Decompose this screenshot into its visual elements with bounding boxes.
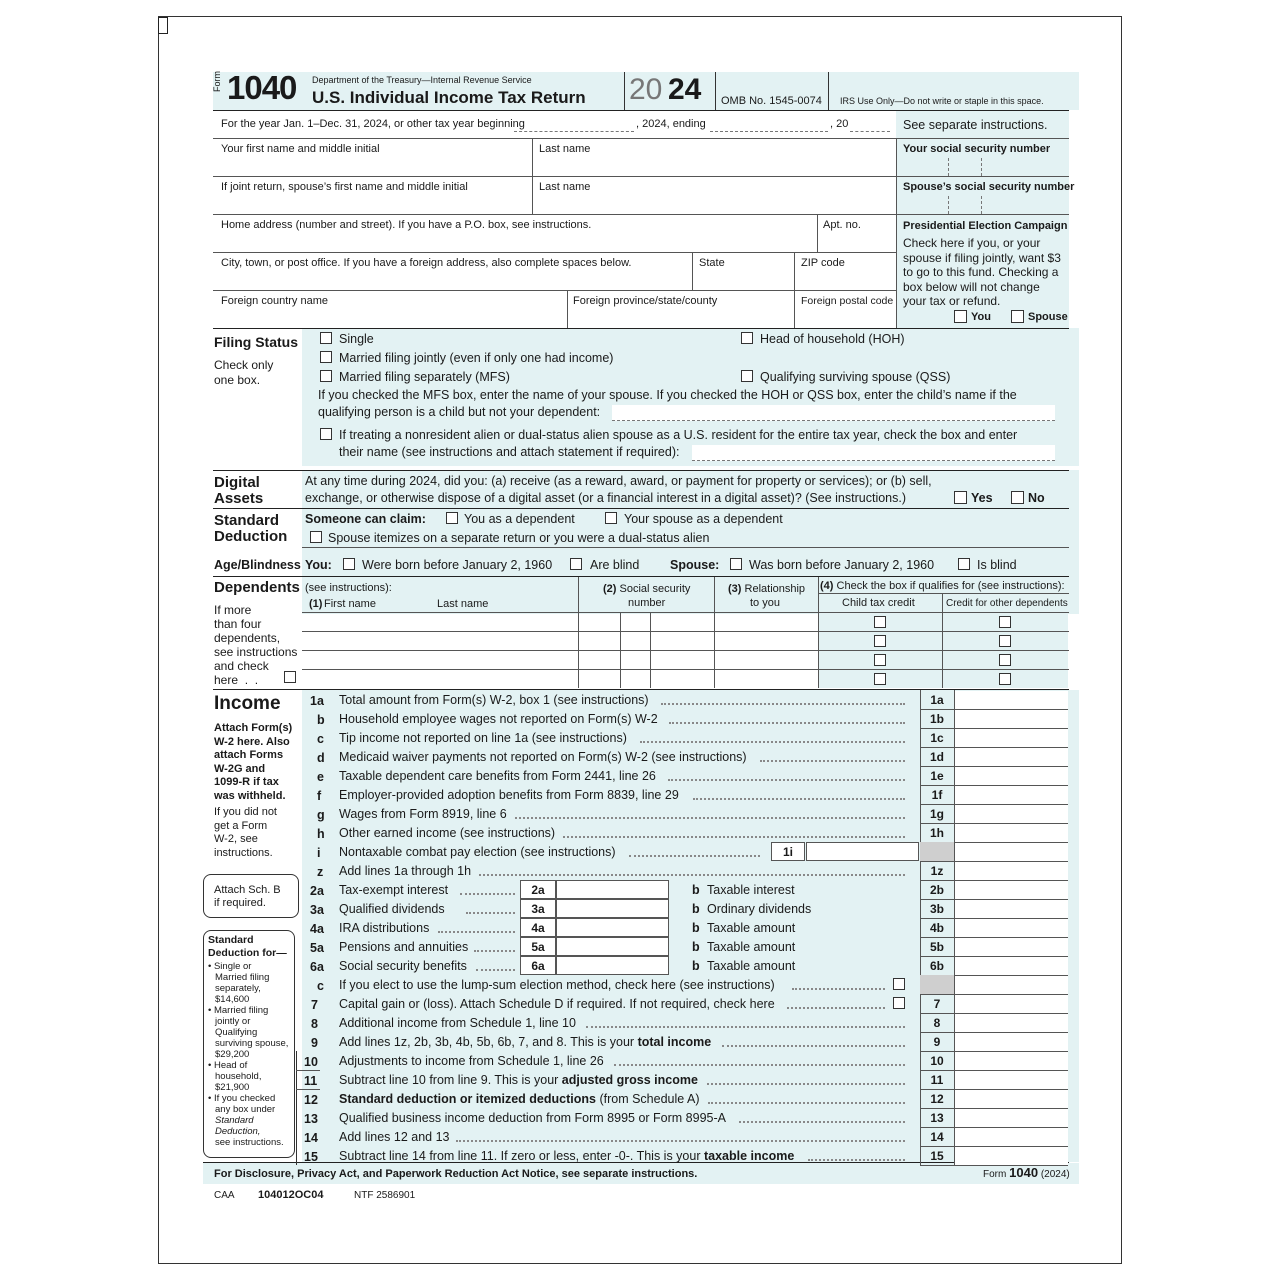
footer-ntf: NTF 2586901 (354, 1190, 416, 1201)
line-1d-box-label: 1d (929, 750, 944, 764)
dep-col3: (3) Relationship (728, 583, 806, 595)
digital-assets-no-checkbox[interactable] (1011, 491, 1024, 504)
line-14-amount-field[interactable] (955, 1128, 1068, 1146)
mfj-label: Married filing jointly (even if only one had income) (339, 351, 614, 365)
hoh-label: Head of household (HOH) (760, 332, 905, 346)
line-leader (515, 817, 905, 819)
dep1-odc-checkbox[interactable] (999, 616, 1011, 628)
dependents-side-note: If more than four dependents, see instructions and check here . . (214, 603, 298, 687)
dep2-odc-checkbox[interactable] (999, 635, 1011, 647)
line-3b-amount-field[interactable] (955, 900, 1068, 918)
line-6c-checkbox[interactable] (893, 978, 905, 990)
line-1b-text: Household employee wages not reported on Form(s) W-2 (339, 712, 658, 726)
std-deduction-title-1: Standard (214, 512, 280, 529)
line-7-box-label: 7 (933, 997, 941, 1011)
line-leader (479, 874, 905, 876)
footer-caa: CAA (214, 1190, 235, 1201)
line-7-text: Capital gain or (loss). Attach Schedule D if required. If not required, check here (339, 997, 775, 1011)
std-ded-box-items: • Single or Married filing separately, $14,600 • Married filing jointly or Qualifying surviving spouse, $29,200 • Head of household, $21,900 • If you checked any box under Standard Deduction, see instructions. (208, 961, 289, 1148)
line-1i-text: Nontaxable combat pay election (see instructions) (339, 845, 616, 859)
form-number: 1040 (227, 69, 297, 106)
line-1e-amount-field[interactable] (955, 767, 1068, 785)
line-1f-text: Employer-provided adoption benefits from Form 8839, line 29 (339, 788, 679, 802)
spouse-first-name-label: If joint return, spouse’s first name and middle initial (221, 181, 468, 193)
filing-status-title: Filing Status (214, 334, 298, 350)
line-13-text: Qualified business income deduction from Form 8995 or Form 8995-A (339, 1111, 726, 1125)
line-leader (476, 969, 515, 971)
spouse-child-name-field[interactable] (612, 405, 1055, 421)
line-10-number: 10 (304, 1055, 318, 1069)
line-leader (563, 836, 905, 838)
line-leader (760, 760, 905, 762)
spouse-last-name-label: Last name (539, 181, 591, 193)
spouse-blind-label: Is blind (977, 558, 1017, 572)
line-4a-number: 4a (310, 922, 324, 936)
line-2b-box-label: 2b (929, 883, 944, 897)
line-8-number: 8 (311, 1017, 318, 1031)
line-1c-amount-field[interactable] (955, 729, 1068, 747)
line-1c-number: c (317, 732, 324, 746)
line-1b-box-label: 1b (929, 712, 944, 726)
line-5a-number: 5a (310, 941, 324, 955)
you-dependent-label: You as a dependent (464, 512, 575, 526)
line-leader (456, 1140, 905, 1142)
digital-assets-q1: At any time during 2024, did you: (a) receive (as a reward, award, or payment for property or services); or (b) sell, (305, 474, 932, 488)
irs-use-only: IRS Use Only—Do not write or staple in this space. (840, 96, 1044, 106)
line-3b-box-label: 3b (929, 902, 944, 916)
dep-col1: First name (324, 598, 376, 610)
spouse-born-label: Was born before January 2, 1960 (749, 558, 935, 572)
tax-year-label: For the year Jan. 1–Dec. 31, 2024, or other tax year beginning (221, 118, 525, 130)
line-8-text: Additional income from Schedule 1, line 10 (339, 1016, 576, 1030)
you-dependent-checkbox[interactable] (446, 512, 458, 524)
line-leader (707, 1083, 905, 1085)
line-1a-number: 1a (310, 694, 324, 708)
attach-w2-note: Attach Form(s) W-2 here. Also attach Forms W-2G and 1099-R if tax was withheld. (214, 722, 293, 802)
line-5a-b-text: Taxable amount (707, 940, 796, 954)
line-1f-amount-field[interactable] (955, 786, 1068, 804)
spouse-born-checkbox[interactable] (730, 558, 742, 570)
line-1z-number: z (317, 865, 324, 879)
dep-col1-num: (1) (309, 598, 323, 610)
line-2a-number: 2a (310, 884, 324, 898)
line-6b-amount-field[interactable] (955, 957, 1068, 975)
home-address-label: Home address (number and street). If you have a P.O. box, see instructions. (221, 219, 592, 231)
line-3a-b-text: Ordinary dividends (707, 902, 812, 916)
std-deduction-title-2: Deduction (214, 528, 288, 545)
line-1i-box-label: 1i (782, 845, 793, 859)
line-6a-box-label: 6a (531, 959, 545, 973)
tax-year-20: , 20 (830, 118, 849, 130)
line-1z-amount-field[interactable] (955, 862, 1068, 880)
line-1b-amount-field[interactable] (955, 710, 1068, 728)
line-leader (640, 741, 905, 743)
dep3-ctc-checkbox[interactable] (874, 654, 886, 666)
line-12-box-label: 12 (930, 1092, 944, 1106)
line-1g-text: Wages from Form 8919, line 6 (339, 807, 507, 821)
mfs-label: Married filing separately (MFS) (339, 370, 510, 384)
nra-text-2: their name (see instructions and attach statement if required): (339, 445, 680, 459)
line-11-text: Subtract line 10 from line 9. This is your adjusted gross income (339, 1073, 698, 1087)
you-blind-checkbox[interactable] (570, 558, 582, 570)
line-7-amount-field[interactable] (955, 995, 1068, 1013)
dep3-odc-checkbox[interactable] (999, 654, 1011, 666)
digital-assets-yes-checkbox[interactable] (954, 491, 967, 504)
line-leader (739, 1121, 905, 1123)
nra-text-1: If treating a nonresident alien or dual-status alien spouse as a U.S. resident for the entire tax year, check the box and enter (339, 428, 1018, 442)
dependents-title: Dependents (214, 579, 300, 596)
line-12-amount-field[interactable] (955, 1090, 1068, 1108)
spouse-itemizes-label: Spouse itemizes on a separate return or you were a dual-status alien (328, 531, 710, 545)
someone-can-claim: Someone can claim: (305, 512, 426, 526)
line-6c-amount-field[interactable] (955, 976, 1068, 994)
dependents-see: (see instructions): (305, 582, 392, 594)
line-1z-text: Add lines 1a through 1h (339, 864, 472, 878)
line-4a-text: IRA distributions (339, 921, 430, 935)
pec-title: Presidential Election Campaign (903, 220, 1068, 232)
qss-label: Qualifying surviving spouse (QSS) (760, 370, 951, 384)
line-1g-box-label: 1g (929, 807, 944, 821)
line-1a-amount-field[interactable] (955, 691, 1068, 709)
line-14-text: Add lines 12 and 13 (339, 1130, 450, 1144)
spouse-dependent-label: Your spouse as a dependent (624, 512, 783, 526)
line-1d-amount-field[interactable] (955, 748, 1068, 766)
line-4b-amount-field[interactable] (955, 919, 1068, 937)
line-leader (708, 1102, 905, 1104)
footer-notice: For Disclosure, Privacy Act, and Paperwork Reduction Act Notice, see separate instructions. (214, 1168, 698, 1180)
line-5a-b-letter: b (692, 940, 700, 954)
line-1h-number: h (317, 827, 325, 841)
dep-col4b: Credit for other dependents (946, 598, 1068, 609)
line-6a-text: Social security benefits (339, 959, 467, 973)
line-6a-b-text: Taxable amount (707, 959, 796, 973)
line-1e-text: Taxable dependent care benefits from Form 2441, line 26 (339, 769, 656, 783)
line-9-text: Add lines 1z, 2b, 3b, 4b, 5b, 6b, 7, and 8. This is your total income (339, 1035, 712, 1049)
mfs-checkbox[interactable] (320, 370, 332, 382)
line-1h-box-label: 1h (929, 826, 944, 840)
line-leader (614, 1064, 905, 1066)
line-15-text: Subtract line 14 from line 11. If zero or less, enter -0-. This is your taxable income (339, 1149, 795, 1163)
spouse-itemizes-checkbox[interactable] (310, 531, 322, 543)
year-light: 20 (629, 73, 663, 106)
digital-assets-yes: Yes (971, 491, 993, 505)
see-separate-instructions: See separate instructions. (903, 118, 1048, 132)
dep-col2-line2: number (628, 597, 666, 609)
dep4-odc-checkbox[interactable] (999, 673, 1011, 685)
line-1d-number: d (317, 751, 325, 765)
line-6a-b-letter: b (692, 959, 700, 973)
line-14-box-label: 14 (930, 1130, 944, 1144)
foreign-province-label: Foreign province/state/county (573, 295, 718, 307)
footer-code: 104012OC04 (258, 1189, 324, 1201)
line-leader (586, 1026, 905, 1028)
line-1c-box-label: 1c (930, 731, 944, 745)
single-label: Single (339, 332, 374, 346)
line-leader (661, 703, 905, 705)
line-leader (792, 988, 885, 990)
line-5a-box-label: 5a (531, 940, 545, 954)
line-4a-box-label: 4a (531, 921, 545, 935)
line-6b-box-label: 6b (929, 959, 944, 973)
line-8-box-label: 8 (933, 1016, 941, 1030)
spouse-blind-checkbox[interactable] (958, 558, 970, 570)
mfj-checkbox[interactable] (320, 351, 332, 363)
digital-assets-title-1: Digital (214, 474, 260, 491)
line-5a-text: Pensions and annuities (339, 940, 469, 954)
year-bold: 24 (668, 73, 702, 106)
single-checkbox[interactable] (320, 332, 332, 344)
line-5a-amount-field[interactable] (556, 937, 669, 956)
line-1e-number: e (317, 770, 324, 784)
tax-year-end-field[interactable] (710, 131, 828, 132)
no-w2-note: If you did not get a Form W-2, see instructions. (214, 806, 277, 859)
mfs-note-1: If you checked the MFS box, enter the name of your spouse. If you checked the HOH or QSS box, enter the child’s name if the (318, 388, 1017, 402)
income-title: Income (214, 693, 281, 714)
corner-mark (158, 17, 168, 34)
line-11-box-label: 11 (930, 1073, 944, 1087)
line-2a-box-label: 2a (531, 883, 545, 897)
line-4a-amount-field[interactable] (556, 918, 669, 937)
line-3a-box-label: 3a (531, 902, 545, 916)
footer-form: Form 1040 (2024) (983, 1165, 1070, 1180)
line-1e-box-label: 1e (930, 769, 944, 783)
line-leader (474, 950, 515, 952)
dep1-ctc-checkbox[interactable] (874, 616, 886, 628)
more-dependents-checkbox[interactable] (284, 671, 296, 683)
line-2a-b-text: Taxable interest (707, 883, 795, 897)
line-1c-text: Tip income not reported on line 1a (see instructions) (339, 731, 627, 745)
line-3a-amount-field[interactable] (556, 899, 669, 918)
state-label: State (699, 257, 725, 269)
you-born-label: Were born before January 2, 1960 (362, 558, 553, 572)
line-leader (668, 779, 905, 781)
dep-col4a: Child tax credit (842, 597, 915, 609)
line-6a-number: 6a (310, 960, 324, 974)
foreign-country-label: Foreign country name (221, 295, 328, 307)
mfs-note-2: qualifying person is a child but not your dependent: (318, 405, 601, 419)
digital-assets-title-2: Assets (214, 490, 264, 507)
city-label: City, town, or post office. If you have a foreign address, also complete spaces below. (221, 257, 632, 269)
line-1i-number: i (317, 846, 321, 860)
line-15-number: 15 (304, 1150, 318, 1164)
line-leader (629, 855, 760, 857)
pec-spouse-checkbox[interactable] (1011, 310, 1024, 323)
line-14-number: 14 (304, 1131, 318, 1145)
line-1i-amount-field[interactable] (955, 843, 1068, 861)
dep2-ctc-checkbox[interactable] (874, 635, 886, 647)
zip-label: ZIP code (801, 257, 845, 269)
apt-label: Apt. no. (823, 219, 861, 231)
line-leader (466, 912, 515, 914)
line-1a-box-label: 1a (930, 693, 944, 707)
line-10-box-label: 10 (930, 1054, 944, 1068)
line-11-number: 11 (304, 1074, 318, 1088)
line-13-box-label: 13 (930, 1111, 944, 1125)
dep-col4: (4) Check the box if qualifies for (see instructions): (820, 580, 1065, 592)
pec-spouse-label: Spouse (1028, 311, 1068, 323)
line-9-box-label: 9 (933, 1035, 941, 1049)
you-blind-label: Are blind (590, 558, 640, 572)
line-5b-amount-field[interactable] (955, 938, 1068, 956)
line-leader (722, 1045, 905, 1047)
line-11-amount-field[interactable] (955, 1071, 1068, 1089)
line-2a-amount-field[interactable] (556, 880, 669, 899)
dep4-ctc-checkbox[interactable] (874, 673, 886, 685)
line-4a-b-letter: b (692, 921, 700, 935)
age-you-label: You: (305, 558, 332, 572)
line-13-number: 13 (304, 1112, 318, 1126)
line-3a-number: 3a (310, 903, 324, 917)
nra-name-field[interactable] (692, 445, 1055, 461)
line-3a-b-letter: b (692, 902, 700, 916)
spouse-dependent-checkbox[interactable] (605, 512, 617, 524)
line-5b-box-label: 5b (929, 940, 944, 954)
line-6a-amount-field[interactable] (556, 956, 669, 975)
line-1h-text: Other earned income (see instructions) (339, 826, 556, 840)
line-1h-amount-field[interactable] (955, 824, 1068, 842)
form-title: U.S. Individual Income Tax Return (312, 88, 586, 107)
line-10-text: Adjustments to income from Schedule 1, line 26 (339, 1054, 604, 1068)
digital-assets-q2: exchange, or otherwise dispose of a digital asset (or a financial interest in a digital asset)? (See instructions.) (305, 491, 907, 505)
std-ded-box-title: Standard Deduction for— (208, 934, 287, 959)
pec-you-label: You (971, 311, 991, 323)
line-12-text: Standard deduction or itemized deductions (from Schedule A) (339, 1092, 700, 1106)
line-leader (460, 893, 515, 895)
age-blindness-title: Age/Blindness (214, 558, 301, 572)
line-4a-b-text: Taxable amount (707, 921, 796, 935)
line-13-amount-field[interactable] (955, 1109, 1068, 1127)
line-15-amount-field[interactable] (955, 1147, 1068, 1165)
line-1f-box-label: 1f (931, 788, 943, 802)
spouse-ssn-label: Spouse’s social security number (903, 181, 1075, 193)
attach-sch-b-text: Attach Sch. B if required. (214, 884, 281, 909)
line-15-box-label: 15 (930, 1149, 944, 1163)
age-spouse-label: Spouse: (670, 558, 720, 572)
pec-you-checkbox[interactable] (954, 310, 967, 323)
foreign-postal-label: Foreign postal code (801, 295, 894, 307)
digital-assets-no: No (1028, 491, 1045, 505)
you-born-checkbox[interactable] (343, 558, 355, 570)
line-1b-number: b (317, 713, 325, 727)
line-6c-text: If you elect to use the lump-sum election method, check here (see instructions) (339, 978, 775, 992)
first-name-label: Your first name and middle initial (221, 143, 380, 155)
dep-col1b: Last name (437, 598, 489, 610)
line-leader (808, 1159, 905, 1161)
qss-checkbox[interactable] (741, 370, 753, 382)
form-word: Form (212, 71, 222, 92)
department: Department of the Treasury—Internal Revenue Service (312, 75, 532, 85)
line-9-amount-field[interactable] (955, 1033, 1068, 1051)
line-leader (438, 931, 515, 933)
line-1i-amount-field[interactable] (806, 842, 919, 861)
line-leader (669, 722, 905, 724)
line-1d-text: Medicaid waiver payments not reported on Form(s) W-2 (see instructions) (339, 750, 747, 764)
pec-text: Check here if you, or your spouse if filing jointly, want $3 to go to this fund. Checking a box below will not change your tax or refund. (903, 236, 1061, 308)
last-name-label: Last name (539, 143, 591, 155)
line-7-checkbox[interactable] (893, 997, 905, 1009)
dep-col2: (2) Social security (603, 583, 691, 595)
line-1f-number: f (317, 789, 322, 803)
line-1a-text: Total amount from Form(s) W-2, box 1 (see instructions) (339, 693, 649, 707)
line-3a-text: Qualified dividends (339, 902, 445, 916)
tax-year-20-field[interactable] (850, 131, 890, 132)
tax-year-ending: , 2024, ending (636, 118, 706, 130)
line-2a-text: Tax-exempt interest (339, 883, 449, 897)
line-1g-number: g (317, 808, 325, 822)
ssn-label: Your social security number (903, 143, 1051, 155)
line-leader (693, 798, 905, 800)
line-2b-amount-field[interactable] (955, 881, 1068, 899)
line-12-number: 12 (304, 1093, 318, 1107)
line-7-number: 7 (311, 998, 318, 1012)
hoh-checkbox[interactable] (741, 332, 753, 344)
line-9-number: 9 (311, 1036, 318, 1050)
line-1z-box-label: 1z (930, 864, 944, 878)
line-10-amount-field[interactable] (955, 1052, 1068, 1070)
line-6c-number: c (317, 979, 324, 993)
tax-year-begin-field[interactable] (514, 131, 634, 132)
nra-checkbox[interactable] (320, 428, 332, 440)
line-1g-amount-field[interactable] (955, 805, 1068, 823)
line-2a-b-letter: b (692, 883, 700, 897)
line-8-amount-field[interactable] (955, 1014, 1068, 1032)
omb-number: OMB No. 1545-0074 (721, 95, 822, 107)
dep-col3-line2: to you (750, 597, 780, 609)
line-leader (787, 1007, 885, 1009)
line-4b-box-label: 4b (929, 921, 944, 935)
check-only-one: Check only one box. (214, 358, 274, 387)
